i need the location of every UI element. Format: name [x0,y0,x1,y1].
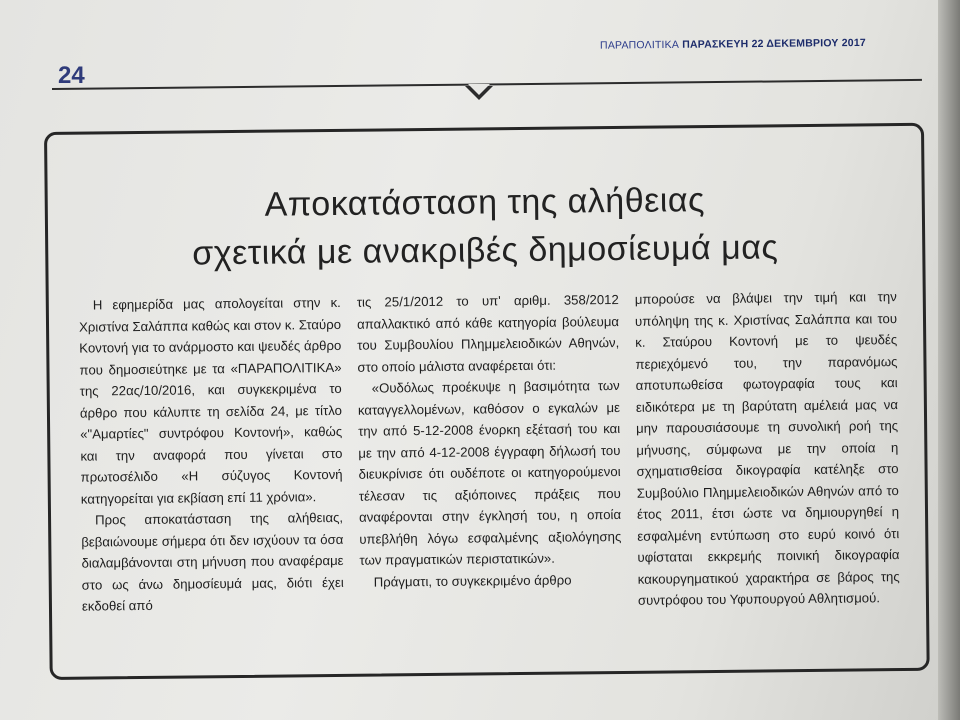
publication-name: ΠΑΡΑΠΟΛΙΤΙΚΑ [599,38,680,52]
running-header [600,36,918,51]
article-headline [48,174,923,279]
paragraph: Η εφημερίδα μας απολογείται στην κ. Χριστίνα Σαλάππα καθώς και στον κ. Σταύρο Κοντονή για το ανάρμοστο και ψευδές άρθρο που δημοσιεύτηκε με τα «ΠΑΡΑΠΟΛΙΤΙΚΑ» της 22ας/10/2016, και συγκεκριμένα το άρθρο που κάλυπτε τη σελίδα 24, με τίτλο «"Αμαρτίες" συντρόφου Κοντονή», καθώς και την αναφορά που γίνεται στο πρωτοσέλιδο «Η σύζυγος Κοντονή κατηγορείται για εκβίαση επί 11 χρόνια». [78,294,343,507]
paragraph: Πράγματι, το συγκεκριμένο άρθρο [373,572,572,590]
article-columns [79,286,900,617]
header-notch-ornament [465,86,493,100]
paragraph: τις 25/1/2012 το υπ' αριθμ. 358/2012 απαλλακτικό από κάθε κατηγορία βούλευμα του Συμβουλίου Πλημμελειοδικών Αθηνών, στο οποίο μάλιστα αναφέρεται ότι: [356,291,620,375]
column-3 [635,286,900,611]
article-box [44,123,930,680]
issue-date: ΠΑΡΑΣΚΕΥΗ 22 ΔΕΚΕΜΒΡΙΟΥ 2017 [682,36,866,51]
paragraph: Προς αποκατάσταση της αλήθειας, βεβαιώνουμε σήμερα ότι δεν ισχύουν τα όσα διαλαμβάνονται στη μήνυση που αναφέραμε στο ως άνω δημοσίευμά μας, διότι έχει εκδοθεί από [81,509,344,614]
headline-line-1: Αποκατάσταση της αλήθειας [264,181,706,224]
headline-line-2: σχετικά με ανακριβές δημοσίευμά μας [192,228,779,273]
paragraph: μπορούσε να βλάψει την τιμή και την υπόληψη της κ. Χριστίνας Σαλάππα και του κ. Σταύρου Κοντονή με το ψευδές περιεχόμενό του, την παρανόμως αποτυπωθείσα φωτογραφία τους και ειδικότερα με τη βαρύτατη αμέλειά μας να μην παρουσιάσουμε τη συνολική ροή της μήνυσης, σύμφωνα με την οποία η σχηματισθείσα δικογραφία κατέληξε στο Συμβούλιο Πλημμελειοδικών Αθηνών από το έτος 2011, έτσι ώστε να δημιουργηθεί η εσφαλμένη εντύπωση στο ευρύ κοινό ότι υφίσταται εκκρεμής ποινική δικογραφία κακουργηματικού χαρακτήρα σε βάρος της συντρόφου του Υφυπουργού Αθλητισμού. [634,289,900,608]
column-1 [79,292,344,617]
column-2 [357,289,622,614]
page-edge-shadow [938,0,960,720]
page-number: 24 [58,62,85,89]
quoted-paragraph: «Ουδόλως προέκυψε η βασιμότητα των καταγγελλομένων, καθόσον ο εγκαλών με την από 5-12-2008 ένορκη εξέτασή του και με την από 4-12-2008 έγγραφη δήλωσή του διευκρίνισε ότι ουδέποτε οι κατηγορούμενοι τέλεσαν τις αξιόποινες πράξεις που αναφέρονται στην έγκλησή του, η οποία υπεβλήθη λόγω εσφαλμένης αξιολόγησης των πραγματικών περιστατικών». [357,377,622,568]
